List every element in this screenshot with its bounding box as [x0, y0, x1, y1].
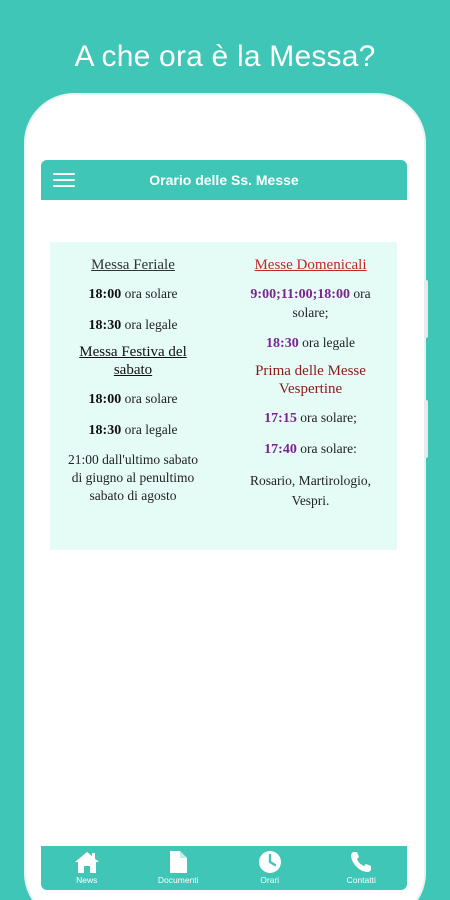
nav-label-contatti: Contatti [346, 875, 376, 885]
phone-icon [349, 850, 373, 874]
nav-item-contatti[interactable] [316, 846, 406, 885]
nav-label-orari: Orari [260, 875, 280, 885]
phone-side-button-2 [424, 400, 428, 458]
vespertine-extra: Rosario, Martirologio, Vespri. [249, 473, 372, 508]
domenicali-note-2: ora legale [298, 335, 355, 350]
nav-item-documenti[interactable] [133, 846, 223, 885]
vespertine-time-2: 17:40 [264, 442, 297, 457]
app-bar [41, 160, 407, 200]
document-icon [168, 850, 188, 874]
festiva-line-2 [58, 421, 208, 440]
nav-item-news[interactable] [42, 846, 132, 885]
schedule-panel [50, 242, 397, 550]
nav-label-documenti: Documenti [157, 875, 199, 885]
festiva-note-2: ora legale [121, 422, 178, 437]
festiva-time-1: 18:00 [88, 392, 122, 407]
vespertine-line-1 [228, 409, 393, 428]
clock-icon [258, 850, 282, 874]
schedule-left-column [58, 242, 208, 505]
menu-icon[interactable] [53, 173, 75, 187]
bottom-nav [41, 846, 407, 890]
feriale-note-2: ora legale [121, 317, 178, 332]
vespertine-time-1: 17:15 [264, 411, 297, 426]
festiva-heading: Messa Festiva del sabato [79, 344, 187, 378]
feriale-time-1: 18:00 [88, 287, 122, 302]
vespertine-line-2 [228, 440, 393, 459]
nav-label-news: News [76, 875, 98, 885]
festiva-note-1: ora solare [121, 391, 178, 406]
app-bar-title: Orario delle Ss. Messe [149, 172, 299, 188]
feriale-note-1: ora solare [121, 286, 178, 301]
domenicali-note-1: ora solare; [292, 286, 371, 320]
nav-item-orari[interactable] [225, 846, 315, 885]
feriale-heading: Messa Feriale [91, 257, 175, 273]
feriale-line-2 [58, 316, 208, 335]
feriale-line-1 [58, 285, 208, 304]
vespertine-note-2: ora solare: [296, 441, 357, 456]
festiva-extra: 21:00 dall'ultimo sabato di giugno al penultimo sabato di agosto [68, 452, 198, 503]
domenicali-time-1: 9:00;11:00;18:00 [250, 287, 350, 302]
domenicali-heading: Messe Domenicali [254, 257, 367, 273]
festiva-time-2: 18:30 [88, 423, 122, 438]
feriale-time-2: 18:30 [88, 318, 122, 333]
phone-side-button [424, 280, 428, 338]
vespertine-heading: Prima delle Messe Vespertine [255, 363, 366, 397]
vespertine-note-1: ora solare; [296, 410, 357, 425]
home-icon [74, 850, 100, 874]
schedule-right-column [228, 242, 393, 511]
domenicali-line-1 [228, 285, 393, 322]
domenicali-time-2: 18:30 [266, 336, 299, 351]
domenicali-line-2 [228, 334, 393, 353]
headline: A che ora è la Messa? [74, 40, 376, 73]
festiva-line-1 [58, 390, 208, 409]
